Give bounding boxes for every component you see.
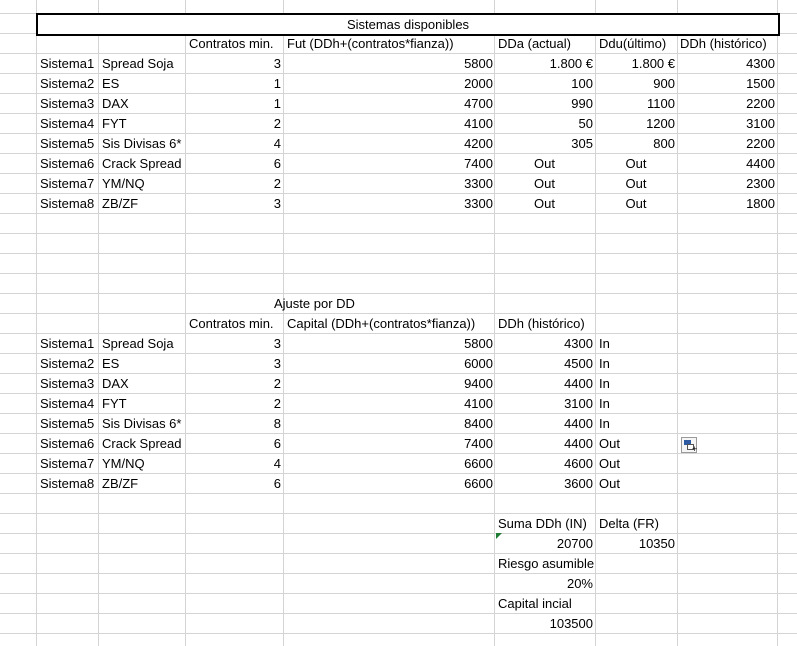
table1-cell-ddh[interactable]: 4300 bbox=[746, 56, 775, 71]
table1-cell-contratos-min[interactable]: 1 bbox=[273, 96, 281, 111]
table2-cell-sistema[interactable]: Sistema5 bbox=[40, 416, 95, 431]
gridline bbox=[0, 273, 797, 274]
capital-inicial-label[interactable]: Capital incial bbox=[498, 596, 572, 611]
table1-cell-fut[interactable]: 5800 bbox=[464, 56, 493, 71]
table2-cell-status[interactable]: In bbox=[599, 336, 610, 351]
table2-header-ddh[interactable]: DDh (histórico) bbox=[498, 316, 585, 331]
table1-cell-contratos-min[interactable]: 3 bbox=[273, 196, 281, 211]
table1-cell-ddu[interactable]: Out bbox=[625, 156, 647, 171]
table2-cell-sistema[interactable]: Sistema7 bbox=[40, 456, 95, 471]
gridline bbox=[98, 0, 99, 646]
gridline bbox=[0, 213, 797, 214]
table1-cell-fut[interactable]: 3300 bbox=[464, 176, 493, 191]
table2-cell-ddh[interactable]: 3100 bbox=[564, 396, 593, 411]
table2-cell-instrument[interactable]: DAX bbox=[102, 376, 129, 391]
table1-header-ddu[interactable]: Ddu(último) bbox=[599, 36, 667, 51]
table1-cell-instrument[interactable]: Crack Spread bbox=[102, 156, 182, 171]
table1-cell-ddu[interactable]: 1100 bbox=[647, 96, 675, 111]
table2-cell-sistema[interactable]: Sistema6 bbox=[40, 436, 95, 451]
table2-cell-instrument[interactable]: Sis Divisas 6* bbox=[102, 416, 182, 431]
table1-header-fut[interactable]: Fut (DDh+(contratos*fianza)) bbox=[287, 36, 454, 51]
table2-cell-instrument[interactable]: Crack Spread bbox=[102, 436, 182, 451]
table1-header-ddh[interactable]: DDh (histórico) bbox=[680, 36, 767, 51]
capital-inicial-value[interactable]: 103500 bbox=[549, 616, 593, 631]
table2-cell-sistema[interactable]: Sistema2 bbox=[40, 356, 95, 371]
table2-cell-contratos-min[interactable]: 2 bbox=[273, 396, 281, 411]
table1-cell-sistema[interactable]: Sistema6 bbox=[40, 156, 95, 171]
table1-cell-instrument[interactable]: FYT bbox=[102, 116, 127, 131]
gridline bbox=[36, 0, 37, 646]
table2-cell-sistema[interactable]: Sistema1 bbox=[40, 336, 95, 351]
table1-cell-ddu[interactable]: 1200 bbox=[646, 116, 675, 131]
riesgo-asumible-value[interactable]: 20% bbox=[566, 576, 593, 591]
table2-cell-contratos-min[interactable]: 2 bbox=[273, 376, 281, 391]
table2-cell-contratos-min[interactable]: 6 bbox=[273, 476, 281, 491]
table1-cell-fut[interactable]: 3300 bbox=[464, 196, 493, 211]
table2-cell-status[interactable]: Out bbox=[599, 456, 620, 471]
table1-cell-contratos-min[interactable]: 2 bbox=[273, 116, 281, 131]
gridline bbox=[0, 513, 797, 514]
table1-cell-dda[interactable]: 50 bbox=[578, 116, 593, 131]
table1-cell-instrument[interactable]: ES bbox=[102, 76, 120, 91]
table2-cell-contratos-min[interactable]: 3 bbox=[273, 356, 281, 371]
table2-cell-instrument[interactable]: Spread Soja bbox=[102, 336, 174, 351]
table2-cell-capital[interactable]: 5800 bbox=[464, 336, 493, 351]
table2-cell-ddh[interactable]: 4400 bbox=[564, 416, 593, 431]
table2-cell-status[interactable]: In bbox=[599, 376, 610, 391]
gridline bbox=[0, 553, 797, 554]
table2-cell-ddh[interactable]: 4400 bbox=[564, 376, 593, 391]
table1-cell-ddh[interactable]: 1800 bbox=[746, 196, 775, 211]
table1-cell-ddh[interactable]: 2200 bbox=[746, 136, 775, 151]
table2-cell-contratos-min[interactable]: 6 bbox=[273, 436, 281, 451]
table1-cell-instrument[interactable]: Spread Soja bbox=[102, 56, 174, 71]
table2-cell-ddh[interactable]: 3600 bbox=[564, 476, 593, 491]
table2-cell-capital[interactable]: 8400 bbox=[464, 416, 493, 431]
table1-cell-instrument[interactable]: ZB/ZF bbox=[102, 196, 139, 211]
table2-header-capital[interactable]: Capital (DDh+(contratos*fianza)) bbox=[287, 316, 476, 331]
table2-cell-sistema[interactable]: Sistema4 bbox=[40, 396, 95, 411]
table1-cell-dda[interactable]: 990 bbox=[571, 96, 593, 111]
table2-cell-sistema[interactable]: Sistema3 bbox=[40, 376, 95, 391]
table1-cell-dda[interactable]: 1.800 € bbox=[549, 56, 593, 71]
table1-cell-dda[interactable]: Out bbox=[534, 196, 555, 211]
table2-cell-contratos-min[interactable]: 8 bbox=[273, 416, 281, 431]
table1-cell-sistema[interactable]: Sistema4 bbox=[40, 116, 95, 131]
table1-cell-ddh[interactable]: 2300 bbox=[746, 176, 775, 191]
table1-cell-fut[interactable]: 4100 bbox=[464, 116, 493, 131]
table2-cell-ddh[interactable]: 4500 bbox=[564, 356, 593, 371]
gridline bbox=[0, 533, 797, 534]
table1-cell-ddu[interactable]: 1.800 € bbox=[631, 56, 675, 71]
table2-cell-capital[interactable]: 9400 bbox=[464, 376, 493, 391]
table1-cell-fut[interactable]: 2000 bbox=[464, 76, 493, 91]
table2-cell-instrument[interactable]: ZB/ZF bbox=[102, 476, 139, 491]
table1-cell-sistema[interactable]: Sistema2 bbox=[40, 76, 95, 91]
suma-ddh-label[interactable]: Suma DDh (IN) bbox=[498, 516, 587, 531]
table1-title-cell[interactable] bbox=[36, 13, 780, 36]
table2-cell-status[interactable]: In bbox=[599, 396, 610, 411]
delta-fr-value[interactable]: 10350 bbox=[638, 536, 675, 551]
table1-cell-dda[interactable]: Out bbox=[534, 176, 555, 191]
table2-cell-status[interactable]: Out bbox=[599, 436, 620, 451]
table2-cell-ddh[interactable]: 4600 bbox=[564, 456, 593, 471]
table1-header-contratos[interactable]: Contratos min. bbox=[189, 36, 274, 51]
table1-cell-sistema[interactable]: Sistema5 bbox=[40, 136, 95, 151]
table2-cell-capital[interactable]: 6000 bbox=[464, 356, 493, 371]
cell-indicator-triangle bbox=[496, 533, 502, 539]
table1-cell-ddu[interactable]: 800 bbox=[653, 136, 675, 151]
table1-cell-instrument[interactable]: DAX bbox=[102, 96, 129, 111]
gridline bbox=[777, 0, 778, 646]
table1-cell-sistema[interactable]: Sistema1 bbox=[40, 56, 95, 71]
gridline bbox=[0, 613, 797, 614]
gridline bbox=[0, 253, 797, 254]
table2-cell-capital[interactable]: 4100 bbox=[464, 396, 493, 411]
gridline bbox=[0, 633, 797, 634]
table1-cell-ddh[interactable]: 4400 bbox=[746, 156, 775, 171]
table1-cell-contratos-min[interactable]: 3 bbox=[273, 56, 281, 71]
table2-cell-status[interactable]: In bbox=[599, 416, 610, 431]
table1-cell-instrument[interactable]: Sis Divisas 6* bbox=[102, 136, 182, 151]
table1-cell-ddh[interactable]: 2200 bbox=[746, 96, 775, 111]
table1-cell-contratos-min[interactable]: 1 bbox=[273, 76, 281, 91]
table1-cell-sistema[interactable]: Sistema7 bbox=[40, 176, 95, 191]
suma-ddh-value[interactable]: 20700 bbox=[556, 536, 593, 551]
table1-cell-instrument[interactable]: YM/NQ bbox=[102, 176, 145, 191]
table2-cell-instrument[interactable]: YM/NQ bbox=[102, 456, 145, 471]
table1-cell-fut[interactable]: 4200 bbox=[464, 136, 493, 151]
table1-cell-ddu[interactable]: Out bbox=[625, 196, 647, 211]
table2-cell-capital[interactable]: 7400 bbox=[464, 436, 493, 451]
delta-fr-label[interactable]: Delta (FR) bbox=[599, 516, 659, 531]
riesgo-asumible-label[interactable]: Riesgo asumible bbox=[498, 556, 595, 571]
gridline bbox=[0, 233, 797, 234]
table2-cell-ddh[interactable]: 4300 bbox=[564, 336, 593, 351]
table2-cell-instrument[interactable]: ES bbox=[102, 356, 120, 371]
table1-cell-ddh[interactable]: 3100 bbox=[746, 116, 775, 131]
table2-cell-contratos-min[interactable]: 4 bbox=[273, 456, 281, 471]
table1-cell-ddu[interactable]: Out bbox=[625, 176, 647, 191]
table1-cell-contratos-min[interactable]: 2 bbox=[273, 176, 281, 191]
table1-cell-fut[interactable]: 7400 bbox=[464, 156, 493, 171]
table2-cell-contratos-min[interactable]: 3 bbox=[273, 336, 281, 351]
table1-cell-contratos-min[interactable]: 6 bbox=[273, 156, 281, 171]
gridline bbox=[0, 573, 797, 574]
gridline bbox=[0, 493, 797, 494]
paste-options-icon[interactable]: + bbox=[681, 437, 697, 453]
table1-cell-ddh[interactable]: 1500 bbox=[746, 76, 775, 91]
table2-title[interactable]: Ajuste por DD bbox=[274, 296, 355, 311]
table2-cell-ddh[interactable]: 4400 bbox=[564, 436, 593, 451]
table1-cell-ddu[interactable]: 900 bbox=[653, 76, 675, 91]
table1-header-dda[interactable]: DDa (actual) bbox=[498, 36, 571, 51]
table1-cell-dda[interactable]: Out bbox=[534, 156, 555, 171]
table1-cell-sistema[interactable]: Sistema3 bbox=[40, 96, 95, 111]
table2-cell-instrument[interactable]: FYT bbox=[102, 396, 127, 411]
table2-cell-status[interactable]: In bbox=[599, 356, 610, 371]
table2-cell-status[interactable]: Out bbox=[599, 476, 620, 491]
table2-cell-capital[interactable]: 6600 bbox=[464, 476, 493, 491]
table1-cell-dda[interactable]: 100 bbox=[571, 76, 593, 91]
table2-cell-capital[interactable]: 6600 bbox=[464, 456, 493, 471]
table1-cell-dda[interactable]: 305 bbox=[571, 136, 593, 151]
table1-title: Sistemas disponibles bbox=[346, 17, 470, 32]
table1-cell-sistema[interactable]: Sistema8 bbox=[40, 196, 95, 211]
gridline bbox=[0, 593, 797, 594]
table1-cell-contratos-min[interactable]: 4 bbox=[273, 136, 281, 151]
table2-cell-sistema[interactable]: Sistema8 bbox=[40, 476, 95, 491]
table1-cell-fut[interactable]: 4700 bbox=[464, 96, 493, 111]
table2-header-contratos[interactable]: Contratos min. bbox=[189, 316, 274, 331]
